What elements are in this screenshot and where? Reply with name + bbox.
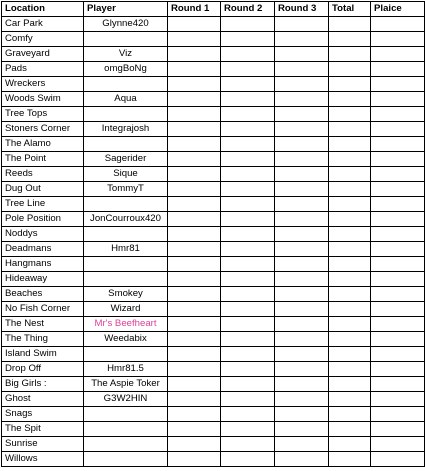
round-2-cell[interactable] (221, 347, 275, 362)
round-2-cell[interactable] (221, 92, 275, 107)
location-cell[interactable]: Sunrise (2, 437, 84, 452)
player-cell[interactable] (84, 227, 168, 242)
plaice-cell[interactable] (371, 77, 425, 92)
player-cell[interactable] (84, 197, 168, 212)
player-cell[interactable] (84, 272, 168, 287)
round-3-cell[interactable] (275, 407, 329, 422)
plaice-cell[interactable] (371, 107, 425, 122)
player-cell[interactable]: omgBoNg (84, 62, 168, 77)
total-cell[interactable] (329, 47, 371, 62)
round-3-cell[interactable] (275, 182, 329, 197)
round-1-cell[interactable] (168, 167, 221, 182)
round-3-cell[interactable] (275, 197, 329, 212)
total-cell[interactable] (329, 167, 371, 182)
round-3-cell[interactable] (275, 167, 329, 182)
round-1-cell[interactable] (168, 227, 221, 242)
round-2-cell[interactable] (221, 422, 275, 437)
round-1-cell[interactable] (168, 152, 221, 167)
round-1-cell[interactable] (168, 407, 221, 422)
plaice-cell[interactable] (371, 317, 425, 332)
player-cell[interactable] (84, 77, 168, 92)
total-cell[interactable] (329, 272, 371, 287)
location-cell[interactable]: Willows (2, 452, 84, 467)
total-cell[interactable] (329, 437, 371, 452)
total-cell[interactable] (329, 197, 371, 212)
plaice-cell[interactable] (371, 407, 425, 422)
total-cell[interactable] (329, 212, 371, 227)
total-cell[interactable] (329, 152, 371, 167)
player-cell[interactable]: Smokey (84, 287, 168, 302)
round-2-cell[interactable] (221, 17, 275, 32)
round-2-cell[interactable] (221, 272, 275, 287)
player-cell[interactable]: Wizard (84, 302, 168, 317)
round-2-cell[interactable] (221, 212, 275, 227)
player-cell[interactable] (84, 347, 168, 362)
round-1-cell[interactable] (168, 212, 221, 227)
round-3-cell[interactable] (275, 377, 329, 392)
location-cell[interactable]: Drop Off (2, 362, 84, 377)
total-cell[interactable] (329, 122, 371, 137)
location-cell[interactable]: Graveyard (2, 47, 84, 62)
header-location[interactable]: Location (2, 2, 84, 17)
table-row (2, 362, 425, 377)
plaice-cell[interactable] (371, 392, 425, 407)
player-cell[interactable]: Sique (84, 167, 168, 182)
total-cell[interactable] (329, 137, 371, 152)
round-2-cell[interactable] (221, 107, 275, 122)
table-row (2, 107, 425, 122)
round-2-cell[interactable] (221, 167, 275, 182)
round-2-cell[interactable] (221, 377, 275, 392)
round-2-cell[interactable] (221, 182, 275, 197)
player-cell[interactable]: JonCourroux420 (84, 212, 168, 227)
plaice-cell[interactable] (371, 47, 425, 62)
table-row (2, 62, 425, 77)
location-cell[interactable]: Car Park (2, 17, 84, 32)
table-row (2, 437, 425, 452)
table-row (2, 422, 425, 437)
round-1-cell[interactable] (168, 122, 221, 137)
round-3-cell[interactable] (275, 137, 329, 152)
round-3-cell[interactable] (275, 347, 329, 362)
round-3-cell[interactable] (275, 392, 329, 407)
round-1-cell[interactable] (168, 32, 221, 47)
player-cell[interactable]: Weedabix (84, 332, 168, 347)
table-row (2, 167, 425, 182)
plaice-cell[interactable] (371, 422, 425, 437)
location-cell[interactable]: Noddys (2, 227, 84, 242)
location-cell[interactable]: Tree Line (2, 197, 84, 212)
table-row (2, 182, 425, 197)
round-1-cell[interactable] (168, 257, 221, 272)
location-cell[interactable]: The Nest (2, 317, 84, 332)
plaice-cell[interactable] (371, 92, 425, 107)
location-cell[interactable]: The Thing (2, 332, 84, 347)
round-2-cell[interactable] (221, 302, 275, 317)
table-row (2, 392, 425, 407)
location-cell[interactable]: The Alamo (2, 137, 84, 152)
plaice-cell[interactable] (371, 257, 425, 272)
table-row (2, 17, 425, 32)
round-3-cell[interactable] (275, 317, 329, 332)
total-cell[interactable] (329, 92, 371, 107)
location-cell[interactable]: The Spit (2, 422, 84, 437)
header-round-2[interactable]: Round 2 (221, 2, 275, 17)
round-2-cell[interactable] (221, 407, 275, 422)
plaice-cell[interactable] (371, 362, 425, 377)
round-2-cell[interactable] (221, 452, 275, 467)
plaice-cell[interactable] (371, 122, 425, 137)
round-1-cell[interactable] (168, 272, 221, 287)
round-2-cell[interactable] (221, 62, 275, 77)
round-2-cell[interactable] (221, 152, 275, 167)
round-3-cell[interactable] (275, 77, 329, 92)
plaice-cell[interactable] (371, 452, 425, 467)
player-cell[interactable]: G3W2HIN (84, 392, 168, 407)
round-1-cell[interactable] (168, 107, 221, 122)
player-cell[interactable] (84, 257, 168, 272)
round-1-cell[interactable] (168, 287, 221, 302)
plaice-cell[interactable] (371, 32, 425, 47)
round-3-cell[interactable] (275, 257, 329, 272)
round-3-cell[interactable] (275, 422, 329, 437)
plaice-cell[interactable] (371, 287, 425, 302)
round-1-cell[interactable] (168, 332, 221, 347)
header-row (2, 2, 425, 17)
plaice-cell[interactable] (371, 272, 425, 287)
player-cell[interactable] (84, 452, 168, 467)
table-row (2, 212, 425, 227)
table-row (2, 197, 425, 212)
total-cell[interactable] (329, 407, 371, 422)
player-cell[interactable] (84, 407, 168, 422)
round-3-cell[interactable] (275, 227, 329, 242)
table-row (2, 32, 425, 47)
round-1-cell[interactable] (168, 452, 221, 467)
player-cell[interactable]: TommyT (84, 182, 168, 197)
table-row (2, 302, 425, 317)
total-cell[interactable] (329, 377, 371, 392)
player-cell[interactable]: Hmr81 (84, 242, 168, 257)
player-cell[interactable] (84, 422, 168, 437)
round-3-cell[interactable] (275, 107, 329, 122)
round-3-cell[interactable] (275, 272, 329, 287)
round-3-cell[interactable] (275, 32, 329, 47)
round-2-cell[interactable] (221, 242, 275, 257)
table-row (2, 257, 425, 272)
round-3-cell[interactable] (275, 242, 329, 257)
player-cell[interactable]: Aqua (84, 92, 168, 107)
location-cell[interactable]: Ghost (2, 392, 84, 407)
plaice-cell[interactable] (371, 242, 425, 257)
total-cell[interactable] (329, 332, 371, 347)
total-cell[interactable] (329, 317, 371, 332)
player-cell[interactable]: Sagerider (84, 152, 168, 167)
plaice-cell[interactable] (371, 227, 425, 242)
player-cell[interactable]: Glynne420 (84, 17, 168, 32)
header-round-1[interactable]: Round 1 (168, 2, 221, 17)
location-cell[interactable]: Big Girls : (2, 377, 84, 392)
total-cell[interactable] (329, 62, 371, 77)
plaice-cell[interactable] (371, 62, 425, 77)
round-1-cell[interactable] (168, 317, 221, 332)
total-cell[interactable] (329, 257, 371, 272)
table-row (2, 272, 425, 287)
total-cell[interactable] (329, 287, 371, 302)
round-2-cell[interactable] (221, 437, 275, 452)
round-2-cell[interactable] (221, 47, 275, 62)
round-3-cell[interactable] (275, 287, 329, 302)
round-2-cell[interactable] (221, 137, 275, 152)
player-cell[interactable] (84, 437, 168, 452)
total-cell[interactable] (329, 107, 371, 122)
total-cell[interactable] (329, 17, 371, 32)
location-cell[interactable]: Deadmans (2, 242, 84, 257)
table-row (2, 287, 425, 302)
player-cell[interactable]: The Aspie Toker (84, 377, 168, 392)
round-1-cell[interactable] (168, 62, 221, 77)
player-cell[interactable]: Mr's Beefheart (84, 317, 168, 332)
round-1-cell[interactable] (168, 347, 221, 362)
plaice-cell[interactable] (371, 17, 425, 32)
table-row (2, 452, 425, 467)
total-cell[interactable] (329, 32, 371, 47)
round-1-cell[interactable] (168, 77, 221, 92)
round-2-cell[interactable] (221, 32, 275, 47)
round-1-cell[interactable] (168, 242, 221, 257)
location-cell[interactable]: Tree Tops (2, 107, 84, 122)
header-total[interactable]: Total (329, 2, 371, 17)
table-row (2, 122, 425, 137)
plaice-cell[interactable] (371, 182, 425, 197)
total-cell[interactable] (329, 182, 371, 197)
spreadsheet-table (1, 1, 425, 467)
plaice-cell[interactable] (371, 212, 425, 227)
total-cell[interactable] (329, 392, 371, 407)
header-player[interactable]: Player (84, 2, 168, 17)
round-3-cell[interactable] (275, 152, 329, 167)
round-1-cell[interactable] (168, 422, 221, 437)
round-1-cell[interactable] (168, 92, 221, 107)
round-2-cell[interactable] (221, 317, 275, 332)
plaice-cell[interactable] (371, 167, 425, 182)
round-3-cell[interactable] (275, 17, 329, 32)
location-cell[interactable]: Dug Out (2, 182, 84, 197)
round-1-cell[interactable] (168, 392, 221, 407)
header-round-3[interactable]: Round 3 (275, 2, 329, 17)
round-1-cell[interactable] (168, 302, 221, 317)
player-cell[interactable]: Integrajosh (84, 122, 168, 137)
location-cell[interactable]: The Point (2, 152, 84, 167)
plaice-cell[interactable] (371, 437, 425, 452)
round-1-cell[interactable] (168, 137, 221, 152)
round-3-cell[interactable] (275, 452, 329, 467)
location-cell[interactable]: Beaches (2, 287, 84, 302)
round-2-cell[interactable] (221, 332, 275, 347)
round-3-cell[interactable] (275, 122, 329, 137)
round-1-cell[interactable] (168, 182, 221, 197)
player-cell[interactable] (84, 137, 168, 152)
table-row (2, 407, 425, 422)
round-1-cell[interactable] (168, 47, 221, 62)
round-3-cell[interactable] (275, 62, 329, 77)
location-cell[interactable]: Pads (2, 62, 84, 77)
plaice-cell[interactable] (371, 197, 425, 212)
plaice-cell[interactable] (371, 347, 425, 362)
table-row (2, 227, 425, 242)
round-2-cell[interactable] (221, 77, 275, 92)
table-row (2, 137, 425, 152)
round-1-cell[interactable] (168, 362, 221, 377)
location-cell[interactable]: Pole Position (2, 212, 84, 227)
table-row (2, 377, 425, 392)
total-cell[interactable] (329, 347, 371, 362)
total-cell[interactable] (329, 77, 371, 92)
table-row (2, 152, 425, 167)
location-cell[interactable]: Comfy (2, 32, 84, 47)
header-plaice[interactable]: Plaice (371, 2, 425, 17)
table-row (2, 92, 425, 107)
table-row (2, 77, 425, 92)
total-cell[interactable] (329, 452, 371, 467)
total-cell[interactable] (329, 362, 371, 377)
round-3-cell[interactable] (275, 332, 329, 347)
table-row (2, 347, 425, 362)
location-cell[interactable]: Hangmans (2, 257, 84, 272)
round-2-cell[interactable] (221, 392, 275, 407)
round-1-cell[interactable] (168, 377, 221, 392)
round-1-cell[interactable] (168, 17, 221, 32)
plaice-cell[interactable] (371, 152, 425, 167)
round-3-cell[interactable] (275, 437, 329, 452)
player-cell[interactable]: Viz (84, 47, 168, 62)
location-cell[interactable]: Stoners Corner (2, 122, 84, 137)
table-row (2, 242, 425, 257)
round-3-cell[interactable] (275, 47, 329, 62)
round-1-cell[interactable] (168, 437, 221, 452)
table-body (2, 17, 425, 467)
round-2-cell[interactable] (221, 287, 275, 302)
table-row (2, 47, 425, 62)
round-2-cell[interactable] (221, 257, 275, 272)
round-3-cell[interactable] (275, 212, 329, 227)
round-3-cell[interactable] (275, 362, 329, 377)
player-cell[interactable] (84, 32, 168, 47)
header-row-group (2, 2, 425, 17)
round-3-cell[interactable] (275, 92, 329, 107)
location-cell[interactable]: No Fish Corner (2, 302, 84, 317)
location-cell[interactable]: Woods Swim (2, 92, 84, 107)
location-cell[interactable]: Reeds (2, 167, 84, 182)
total-cell[interactable] (329, 227, 371, 242)
round-2-cell[interactable] (221, 197, 275, 212)
total-cell[interactable] (329, 242, 371, 257)
plaice-cell[interactable] (371, 302, 425, 317)
table-row (2, 332, 425, 347)
location-cell[interactable]: Wreckers (2, 77, 84, 92)
player-cell[interactable] (84, 107, 168, 122)
plaice-cell[interactable] (371, 332, 425, 347)
round-2-cell[interactable] (221, 122, 275, 137)
plaice-cell[interactable] (371, 377, 425, 392)
player-cell[interactable]: Hmr81.5 (84, 362, 168, 377)
location-cell[interactable]: Hideaway (2, 272, 84, 287)
round-2-cell[interactable] (221, 362, 275, 377)
table-row (2, 317, 425, 332)
plaice-cell[interactable] (371, 137, 425, 152)
location-cell[interactable]: Island Swim (2, 347, 84, 362)
round-1-cell[interactable] (168, 197, 221, 212)
total-cell[interactable] (329, 302, 371, 317)
round-3-cell[interactable] (275, 302, 329, 317)
location-cell[interactable]: Snags (2, 407, 84, 422)
total-cell[interactable] (329, 422, 371, 437)
round-2-cell[interactable] (221, 227, 275, 242)
